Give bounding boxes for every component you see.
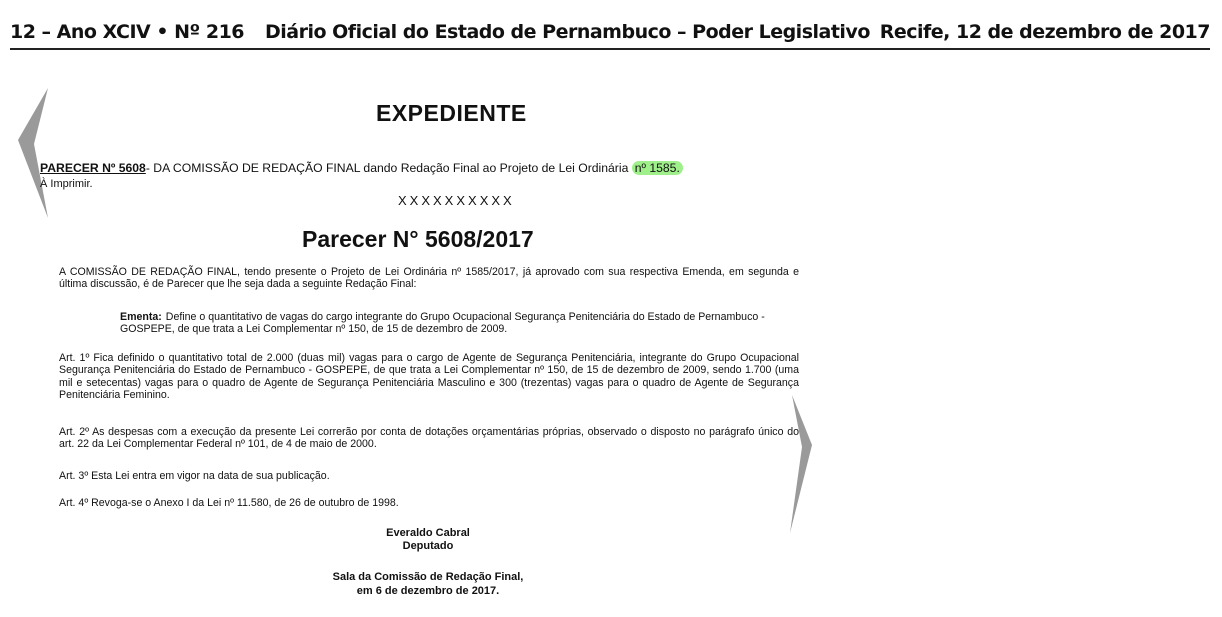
parecer-title: Parecer N° 5608/2017 [302,226,534,252]
page-header [10,18,1210,50]
intro-paragraph: A COMISSÃO DE REDAÇÃO FINAL, tendo presente o Projeto de Lei Ordinária nº 1585/2017, já aprovado com sua respectiva Emenda, em segunda e última discussão, é de Parecer que lhe seja dada a seguinte Redação Final: [59,266,799,291]
header-publication: Diário Oficial do Estado de Pernambuco – Poder Legislativo [265,21,870,43]
parecer-summary-text: - DA COMISSÃO DE REDAÇÃO FINAL dando Redação Final ao Projeto de Lei Ordinária [145,161,632,175]
parecer-summary-line [40,161,683,175]
section-separator: XXXXXXXXXX [398,193,515,208]
parecer-number-label: PARECER Nº 5608 [40,161,146,175]
date-line: em 6 de dezembro de 2017. [356,585,500,597]
ementa-label: Ementa: [120,311,162,323]
article-1: Art. 1º Fica definido o quantitativo total de 2.000 (duas mil) vagas para o cargo de Agente de Segurança Penitenciária, integrante do Grupo Ocupacional Segurança Penitenciária do Estado de Pernambuco - GOSPEPE, de que trata a Lei Complementar nº 150, de 15 de dezembro de 2009, sendo 1.700 (uma mil e setecentas) vagas para o quadro de Agente de Segurança Penitenciária Masculino e 300 (trezentas) vagas para o quadro de Agente de Segurança Penitenciária Feminino. [59,352,799,402]
signature-role: Deputado [402,540,454,552]
header-date: Recife, 12 de dezembro de 2017 [879,21,1210,43]
scan-edge-left-icon [14,88,50,218]
ementa-text: Define o quantitativo de vagas do cargo integrante do Grupo Ocupacional Segurança Penitenciária do Estado de Pernambuco - GOSPEPE, de que trata a Lei Complementar nº 150, de 15 de dezembro de 2009. [120,311,765,336]
date-line-cropped [0,585,856,597]
article-4: Art. 4º Revoga-se o Anexo I da Lei nº 11.580, de 26 de outubro de 1998. [59,497,399,509]
imprimir-note: À Imprimir. [40,178,93,190]
article-3: Art. 3º Esta Lei entra em vigor na data de sua publicação. [59,470,330,482]
highlighted-law-number: nº 1585. [632,161,683,175]
scan-edge-right-icon [788,395,814,535]
sala-line: Sala da Comissão de Redação Final, [332,571,524,583]
article-2: Art. 2º As despesas com a execução da presente Lei correrão por conta de dotações orçamentárias próprias, observado o disposto no parágrafo único do art. 22 da Lei Complementar Federal nº 101, de 4 de maio de 2000. [59,426,799,451]
header-issue: 12 – Ano XCIV • Nº 216 [10,21,245,43]
signature-name: Everaldo Cabral [386,527,470,539]
expediente-title: EXPEDIENTE [376,100,527,126]
ementa-block [120,311,800,336]
